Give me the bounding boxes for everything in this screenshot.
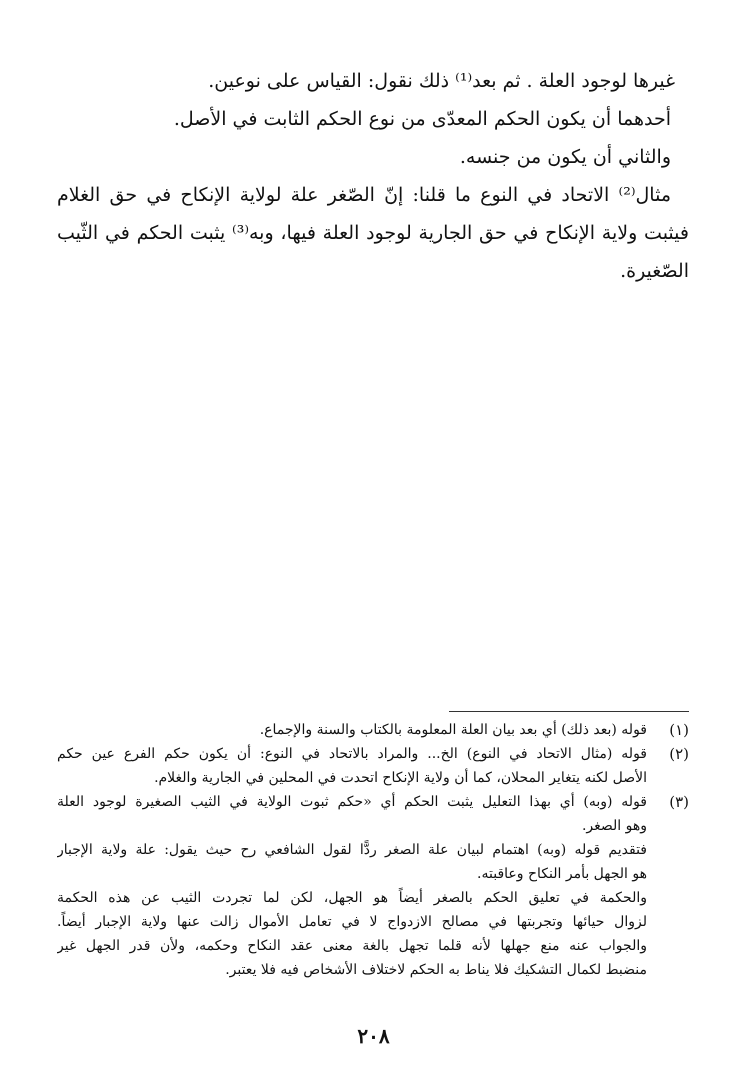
footnote-line: وهو الصغر. <box>581 818 647 834</box>
footnote-line: والجواب عنه منع جهلها لأنه قلما تجهل بالغة معنى عقد النكاح وحكمه، ولأن قدر الجهل غير <box>57 938 647 954</box>
main-text <box>57 62 689 290</box>
body-line: فيثبت ولاية الإنكاح في حق الجارية لوجود العلة فيها، وبه⁽³⁾ يثبت الحكم في الثّيب <box>57 222 689 244</box>
footnote-number: (١) <box>669 721 689 739</box>
footnote-line: منضبط لكمال التشكيك فلا يناط به الحكم لاختلاف الأشخاص فيه فلا يعتبر. <box>225 962 647 978</box>
body-line: مثال⁽²⁾ الاتحاد في النوع ما قلنا: إنّ الصّغر علة لولاية الإنكاح في حق الغلام <box>57 184 671 206</box>
footnote-line: قوله (مثال الاتحاد في النوع) الخ... والمراد بالاتحاد في النوع: أن يكون حكم الفرع عين حكم <box>57 746 647 762</box>
body-line: أحدهما أن يكون الحكم المعدّى من نوع الحكم الثابت في الأصل. <box>173 108 671 130</box>
body-line: غيرها لوجود العلة . ثم بعد⁽¹⁾ ذلك نقول: القياس على نوعين. <box>208 70 675 92</box>
footnote-line: والحكمة في تعليق الحكم بالصغر أيضاً هو الجهل، لكن لما تجردت الثيب عن هذه الحكمة <box>57 890 647 906</box>
footnote-line: لزوال حيائها وتجربتها في مصالح الازدواج لا في تعامل الأموال زالت عنها ولاية الإجبار أيضاً. <box>57 914 647 930</box>
body-line: والثاني أن يكون من جنسه. <box>459 146 671 168</box>
footnote-2 <box>57 742 689 790</box>
footnote-line: قوله (وبه) أي بهذا التعليل يثبت الحكم أي «حكم ثبوت الولاية في الثيب الصغيرة لوجود العلة <box>57 794 647 810</box>
footnote-line: هو الجهل بأمر النكاح وعاقبته. <box>477 866 647 882</box>
footnote-number: (٢) <box>669 745 689 763</box>
footnote-number: (٣) <box>669 793 689 811</box>
footnote-line: فتقديم قوله (وبه) اهتمام لبيان علة الصغر ردًّا لقول الشافعي رح حيث يقول: علة ولاية الإجبار <box>57 842 647 858</box>
footnote-divider <box>449 711 689 712</box>
body-line: الصّغيرة. <box>620 260 689 282</box>
footnote-line: الأصل لكنه يتغاير المحلان، كما أن ولاية الإنكاح اتحدت في المحلين في الجارية والغلام. <box>154 770 647 786</box>
footnote-1 <box>57 718 689 742</box>
page-number: ٢٠٨ <box>357 1024 390 1048</box>
footnote-line: قوله (بعد ذلك) أي بعد بيان العلة المعلومة بالكتاب والسنة والإجماع. <box>259 722 647 738</box>
footnotes <box>57 718 689 982</box>
footnote-3 <box>57 790 689 982</box>
